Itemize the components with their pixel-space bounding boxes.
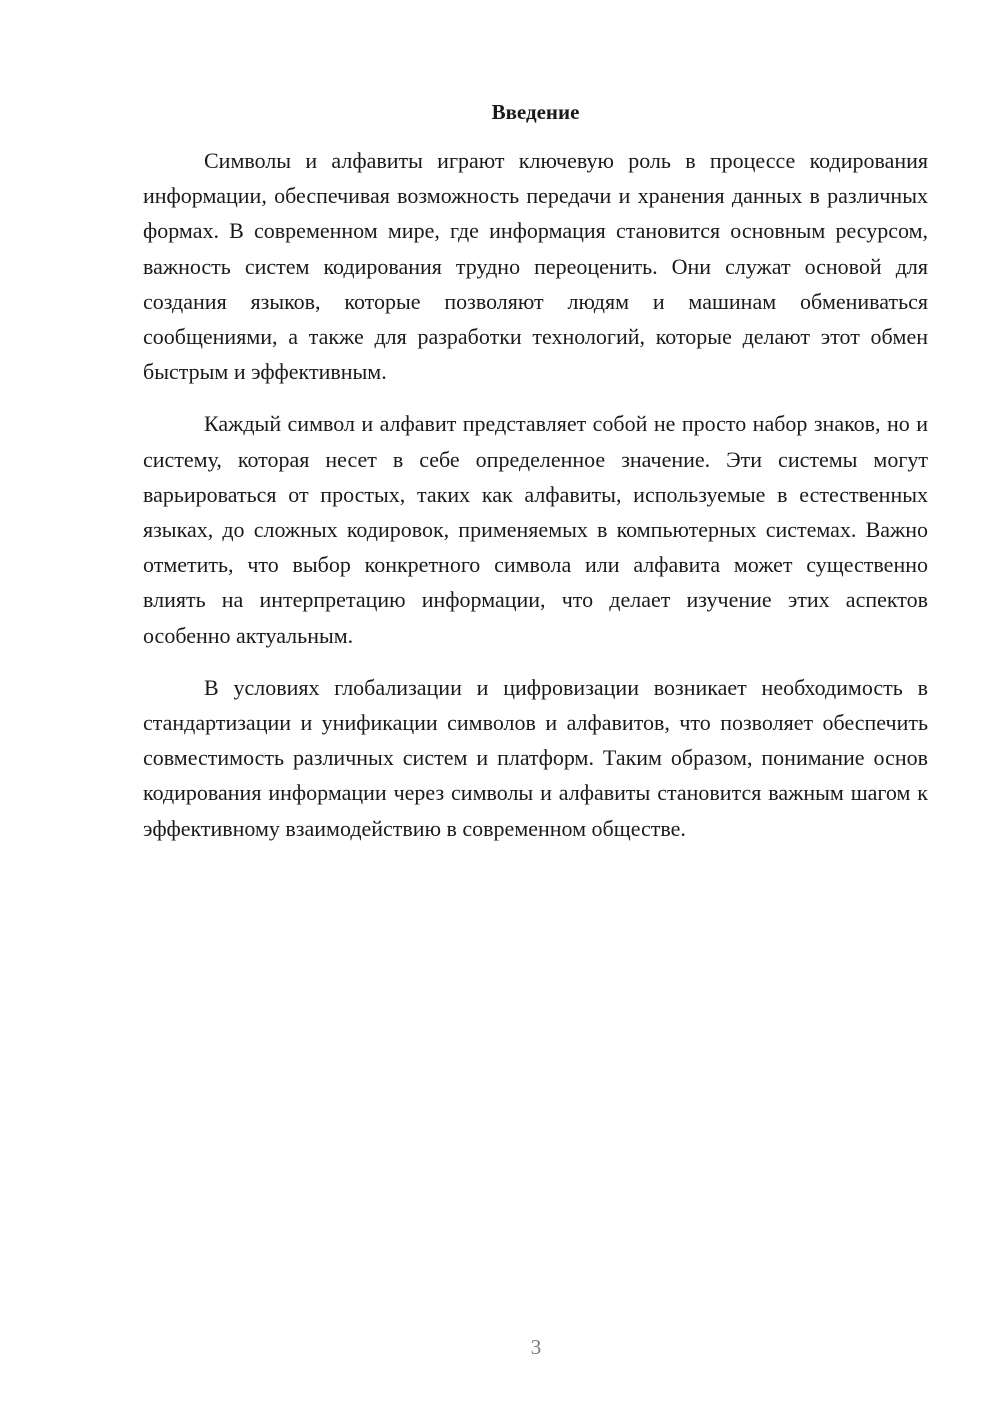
- paragraph-1: Символы и алфавиты играют ключевую роль в процессе кодирования информации, обеспечивая возможность передачи и хранения данных в различных формах. В современном мире, где информация становится основным ресурсом, важность систем кодирования трудно переоценить. Они служат основой для создания языков, которые позволяют людям и машинам обмениваться сообщениями, а также для разработки технологий, которые делают этот обмен быстрым и эффективным.: [143, 148, 928, 385]
- paragraph-3: В условиях глобализации и цифровизации возникает необходимость в стандартизации и унификации символов и алфавитов, что позволяет обеспечить совместимость различных систем и платформ. Таким образом, понимание основ кодирования информации через символы и алфавиты становится важным шагом к эффективному взаимодействию в современном обществе.: [143, 674, 928, 841]
- paragraph-2: Каждый символ и алфавит представляет собой не просто набор знаков, но и систему, которая несет в себе определенное значение. Эти системы могут варьироваться от простых, таких как алфавиты, используемые в естественных языках, до сложных кодировок, применяемых в компьютерных системах. Важно отметить, что выбор конкретного символа или алфавита может существенно влиять на интерпретацию информации, что делает изучение этих аспектов особенно актуальным.: [143, 411, 928, 648]
- section-heading: Введение: [491, 100, 580, 124]
- page-number: 3: [530, 1335, 542, 1359]
- body-text: [143, 143, 928, 863]
